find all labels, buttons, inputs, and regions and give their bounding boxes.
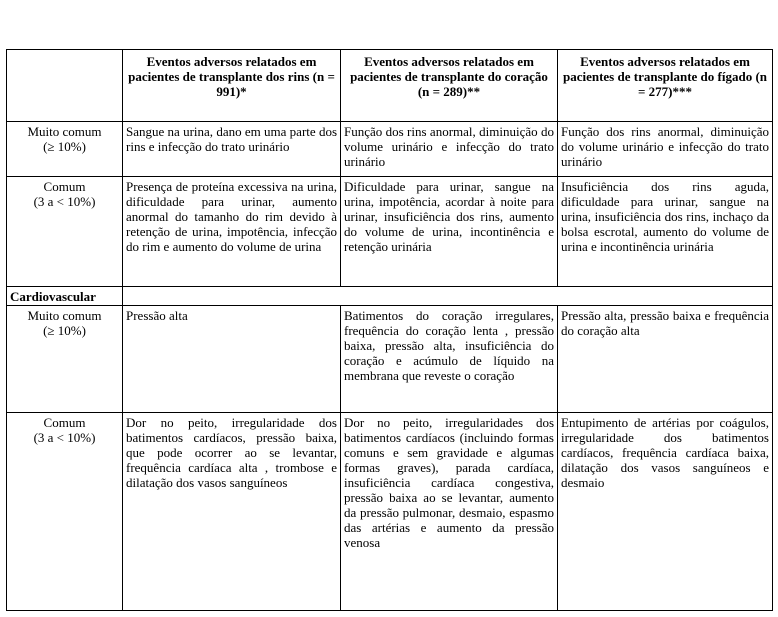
table-row	[7, 413, 773, 611]
frequency-label	[7, 413, 123, 611]
section-row	[7, 287, 773, 306]
liver-cell: Insuficiência dos rins aguda, dificuldade para urinar, sangue na urina, insuficiência dos rins, inchaço da bolsa escrotal, aumento do volume de urina e incontinência urinária	[558, 177, 773, 287]
kidney-cell: Sangue na urina, dano em uma parte dos rins e infecção do trato urinário	[123, 122, 341, 177]
header-blank-cell	[7, 50, 123, 122]
frequency-name: Comum	[43, 179, 86, 194]
heart-cell: Dificuldade para urinar, sangue na urina, impotência, acordar à noite para urinar, insuficiência dos rins, aumento do volume de urina, incontinência e retenção urinária	[341, 177, 558, 287]
frequency-name: Comum	[43, 415, 86, 430]
header-kidney: Eventos adversos relatados em pacientes de transplante dos rins (n = 991)*	[123, 50, 341, 122]
frequency-label	[7, 306, 123, 413]
kidney-cell: Pressão alta	[123, 306, 341, 413]
table-row	[7, 306, 773, 413]
header-heart: Eventos adversos relatados em pacientes de transplante do coração (n = 289)**	[341, 50, 558, 122]
frequency-range: (≥ 10%)	[43, 139, 86, 154]
section-title: Cardiovascular	[7, 287, 123, 306]
heart-cell: Dor no peito, irregularidades dos batimentos cardíacos (incluindo formas comuns e sem gravidade e algumas formas graves), parada cardíaca, insuficiência cardíaca congestiva, pressão baixa ao se levantar, aumento da pressão pulmonar, desmaio, espasmo das artérias e aumento da pressão venosa	[341, 413, 558, 611]
table-row	[7, 122, 773, 177]
heart-cell: Função dos rins anormal, diminuição do volume urinário e infecção do trato urinário	[341, 122, 558, 177]
frequency-name: Muito comum	[27, 308, 102, 323]
frequency-range: (3 a < 10%)	[33, 194, 96, 209]
frequency-name: Muito comum	[27, 124, 102, 139]
frequency-range: (≥ 10%)	[43, 323, 86, 338]
table-row	[7, 177, 773, 287]
heart-cell: Batimentos do coração irregulares, frequência do coração lenta , pressão baixa, pressão alta, insuficiência do coração e acúmulo de líquido na membrana que reveste o coração	[341, 306, 558, 413]
header-row	[7, 50, 773, 122]
kidney-cell: Presença de proteína excessiva na urina, dificuldade para urinar, aumento anormal do tamanho do rim devido à retenção de urina, impotência, infecção do rim e aumento do volume de urina	[123, 177, 341, 287]
liver-cell: Pressão alta, pressão baixa e frequência do coração alta	[558, 306, 773, 413]
liver-cell: Função dos rins anormal, diminuição do volume urinário e infecção do trato urinário	[558, 122, 773, 177]
frequency-label	[7, 122, 123, 177]
frequency-label	[7, 177, 123, 287]
header-liver: Eventos adversos relatados em pacientes de transplante do fígado (n = 277)***	[558, 50, 773, 122]
liver-cell: Entupimento de artérias por coágulos, irregularidade dos batimentos cardíacos, frequência cardíaca baixa, dilatação dos vasos sanguíneos e desmaio	[558, 413, 773, 611]
adverse-events-table	[6, 49, 773, 611]
frequency-range: (3 a < 10%)	[33, 430, 96, 445]
kidney-cell: Dor no peito, irregularidade dos batimentos cardíacos, pressão baixa, que pode ocorrer ao se levantar, frequência cardíaca alta , trombose e dilatação dos vasos sanguíneos	[123, 413, 341, 611]
section-fill	[123, 287, 773, 306]
